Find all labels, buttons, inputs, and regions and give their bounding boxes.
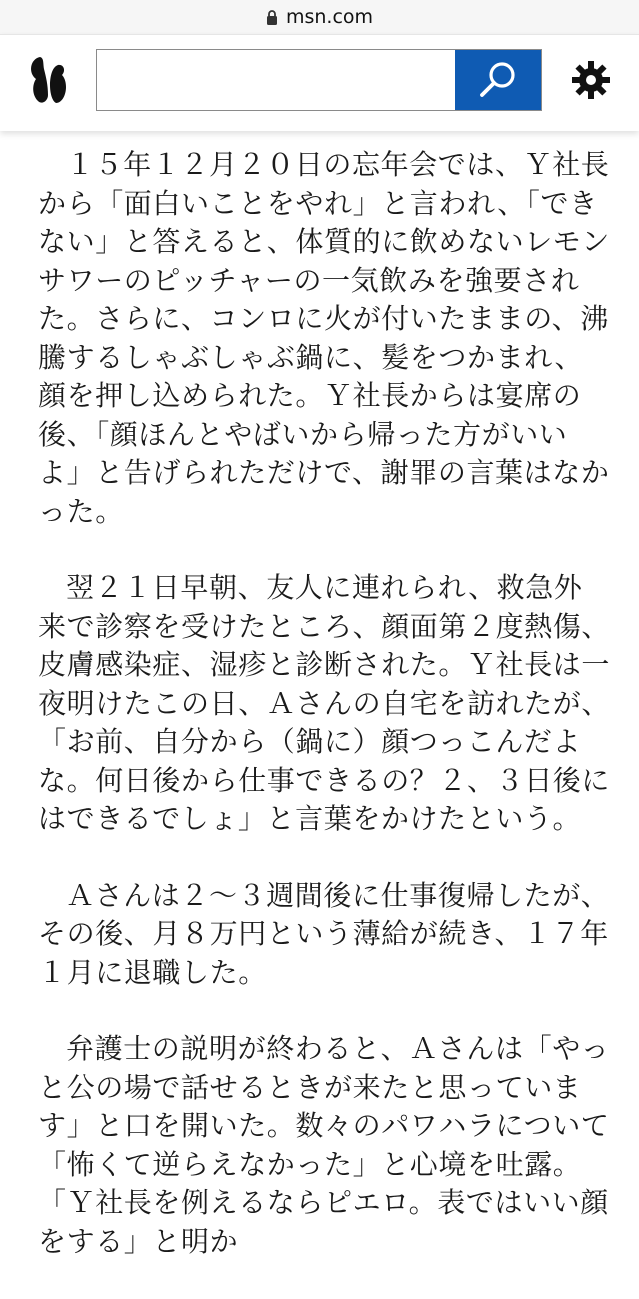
gear-icon[interactable] <box>571 60 611 100</box>
search-button[interactable] <box>455 50 541 110</box>
site-header <box>0 34 639 131</box>
search-input[interactable] <box>97 50 455 110</box>
article-body <box>38 146 610 1299</box>
search-box <box>96 49 542 111</box>
lock-icon <box>266 10 278 25</box>
msn-butterfly-icon[interactable] <box>26 55 70 107</box>
paragraph: Ａさんは２〜３週間後に仕事復帰したが、その後、月８万円という薄給が続き、１７年１月に退職した。 <box>38 878 610 989</box>
paragraph: １５年１２月２０日の忘年会では、Ｙ社長から「面白いことをやれ」と言われ、「できない」と答えると、体質的に飲めないレモンサワーのピッチャーの一気飲みを強要された。さらに、コンロに火が付いたままの、沸騰するしゃぶしゃぶ鍋に、髪をつかまれ、顔を押し込められた。Ｙ社長からは宴席の後、「顔ほんとやばいから帰った方がいいよ」と告げられただけで、謝罪の言葉はなかった。 <box>38 148 611 528</box>
paragraph: 弁護士の説明が終わると、Ａさんは「やっと公の場で話せるときが来たと思っています」と口を開いた。数々のパワハラについて「怖くて逆らえなかった」と心境を吐露。「Ｙ社長を例えるならピエロ。表ではいい顔をする」と明か <box>38 1032 610 1258</box>
search-icon <box>476 58 520 102</box>
address-bar[interactable] <box>0 0 639 34</box>
paragraph: 翌２１日早朝、友人に連れられ、救急外来で診察を受けたところ、顔面第２度熱傷、皮膚感染症、湿疹と診断された。Ｙ社長は一夜明けたこの日、Ａさんの自宅を訪れたが、「お前、自分から（鍋に）顔つっこんだよな。何日後から仕事できるの？２、３日後にはできるでしょ」と言葉をかけたという。 <box>38 571 611 835</box>
url-text: msn.com <box>285 6 374 28</box>
